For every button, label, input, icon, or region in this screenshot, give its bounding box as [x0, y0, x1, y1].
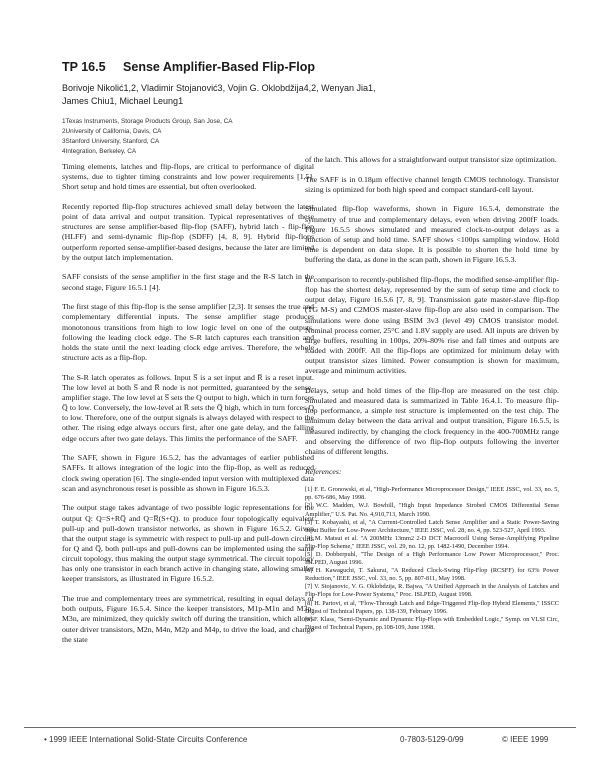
footer-isbn: 0-7803-5129-0/99 [400, 735, 464, 744]
paragraph: The true and complementary trees are symmetrical, resulting in equal delays of both outputs, Figure 16.5.4. Since the keeper transistors, M1p-M1n and M3p-M3n, are minimized, they quickly switch off during the transition, which allows outer driver transistors, M2n, M4n, M2p and M4p, to drive the load, and change the state [62, 594, 314, 644]
reference-item: [7] V. Stojanovic, V. G. Oklobdzija, R. Bajwa, "A Unified Approach in the Analysis of Latches and Flip-Flops for Low-Power Systems," Proc. ISLPED, August 1998. [305, 583, 559, 599]
affiliation-2: 2University of California, Davis, CA [62, 128, 162, 135]
paper-title: Sense Amplifier-Based Flip-Flop [123, 60, 315, 74]
reference-item: [3] T. Kobayashi, et al, "A Current-Controlled Latch Sense Amplifier and a Static Power-Saving Input Buffer for Low-Power Architecture," IEEE JSSC, vol. 28, no. 4, pp. 523-527, April 1993. [305, 518, 559, 534]
paragraph: The S-R latch operates as follows. Input S̅ is a set input and R̅ is a reset input. The low level at both S̅ and R̅ node is not permitted, guaranteed by the sense-amplifier stage. The low level at S̅ sets the Q output to high, which in turn forces Q̅ to low. Conversely, the low-level at R̅ sets the Q̅ high, which in turn forces Q to low. Therefore, one of the output signals is always delayed with respect to the other. The rising edge always occurs first, after one gate delay, and the falling edge occurs after two gate delays. This limits the performance of the SAFF. [62, 372, 314, 443]
paragraph: The output stage takes advantage of two possible logic representations for the output Q: Q=S+RQ̅ and Q=R̅(S+Q). to produce four topologically equivalent pull-up and pull-down transistor networks, as shown in Figure 16.5.2. Given that the output stage is symmetric with respect to pull-up and pull-down circuits for Q and Q̅, both pull-ups and pull-downs can be implemented using the same circuit topology, thus making the output stage symmetrical. The circuit topology has only one transistor in each branch active in changing state, allowing smaller keeper transistors, as illustrated in Figure 16.5.2. [62, 503, 314, 584]
title-block [62, 60, 542, 157]
reference-item: [6] H. Kawaguchi, T. Sakurai, "A Reduced Clock-Swing Flip-Flop (RCSFF) for 63% Power Reduction," IEEE JSSC, vol. 33, no. 5, pp. 807-811, May 1998. [305, 567, 559, 583]
paper-title-line [62, 60, 542, 74]
reference-item: [2] W.C. Madden, W.J. Bowhill, "High Input Impedance Strobed CMOS Differential Sense Amplifier," U.S. Pat. No. 4,910,713, March 1990. [305, 502, 559, 518]
right-column [305, 155, 559, 632]
paragraph: The SAFF, shown in Figure 16.5.2, has the advantages of earlier published SAFFs. It allows integration of the logic into the flip-flop, as well as reduced clock swing operation [6]. The single-ended input version with multiplexed data scan and asynchronous reset is possible as shown in Figure 16.5.3. [62, 453, 314, 493]
reference-item: [9] F. Klass, "Semi-Dynamic and Dynamic Flip-Flops with Embedded Logic," Symp. on VLSI Circ, Digest of Technical Papers, pp.108-109, June 1998. [305, 615, 559, 631]
affiliations [62, 117, 542, 157]
reference-item: [5] D. Dobberpuhl, "The Design of a High Performance Low Power Microprocessor," Proc. ISLPED, August 1996. [305, 550, 559, 567]
references-heading: References: [305, 466, 342, 476]
footer-copyright: © IEEE 1999 [502, 735, 549, 744]
footer-conference: • 1999 IEEE International Solid-State Circuits Conference [44, 735, 248, 744]
reference-list [305, 486, 559, 632]
paragraph: Delays, setup and hold times of the flip-flop are measured on the test chip. Simulated and measured data is summarized in Table 16.4.1. To measure flip-flop performance, a simple test structure is implemented on the test chip. The minimum delay between the data arrival and output transition, Figure 16.5.5, is measured indirectly, by changing the clock frequency in the 400-700MHz range and observing the difference of two flip-flop outputs following the inverter chains of different lengths. [305, 385, 559, 456]
footer-divider [24, 727, 576, 728]
reference-item: [4] M. Matsui et al. "A 200MHz 13mm2 2-D DCT Macrocell Using Sense-Amplifying Pipeline Flip-Flop Scheme," IEEE JSSC, vol. 29, no. 12, pp. 1482-1490, December 1994. [305, 534, 559, 550]
paragraph: The SAFF is in 0.18μm effective channel length CMOS technology. Transistor sizing is optimized for both high speed and compact standard-cell layout. [305, 174, 559, 194]
author-list: Borivoje Nikolić1,2, Vladimir Stojanović3, Vojin G. Oklobdžija4,2, Wenyan Jia1, James Chiu1, Michael Leung1 [62, 83, 376, 106]
paragraph: Simulated flip-flop waveforms, shown in Figure 16.5.4, demonstrate the symmetry of true and complementary delays, even when driving 200fF loads. Figure 16.5.5 shows simulated and measured clock-to-output delays as a function of setup and hold time. SAFF shows <100ps sampling window. Hold time is dependent on data slope. It is possible to shorten the hold time by buffering the data, as done in the scan path, shown in Figure 16.5.3. [305, 204, 559, 265]
page-footer [0, 727, 600, 779]
paragraph: of the latch. This allows for a straightforward output transistor size optimization. [305, 155, 557, 164]
reference-item: [8] H. Partovi, et al, "Flow-Through Latch and Edge-Triggered Flip-flop Hybrid Elements," ISSCC Digest of Technical Papers, pp. 138-139, February 1996. [305, 599, 559, 615]
affiliation-3: 3Stanford University, Stanford, CA [62, 138, 160, 145]
session-number: TP 16.5 [62, 60, 106, 74]
paragraph: SAFF consists of the sense amplifier in the first stage and the R-S latch in the second stage, Figure 16.5.1 [4]. [62, 272, 314, 292]
affiliation-4: 4Integration, Berkeley, CA [62, 148, 137, 155]
paragraph: Recently reported flip-flop structures achieved small delay between the latest point of data arrival and output transition. Typical representatives of these structures are sense amplifier-based flip-flop (SAFF), hybrid latch - flip-flop (HLFF) and semi-dynamic flip-flop (SDFF) [4, 8, 9]. Hybrid flip-flops outperform reported sense-amplifier-based designs, because the later are limited by the output latch implementation. [62, 201, 314, 262]
left-column [62, 162, 314, 654]
paragraph: The first stage of this flip-flop is the sense amplifier [2,3]. It senses the true and complementary differential inputs. The sense amplifier stage produces monotonous transitions from high to low logic level on one of the outputs, following the leading clock edge. The S-R latch captures each transition and holds the state until the next leading clock edge arrives. Therefore, the whole structure acts as a flip-flop. [62, 302, 314, 362]
affiliation-1: 1Texas Instruments, Storage Products Group, San Jose, CA [62, 118, 233, 125]
reference-item: [1] F. E. Gronowski, et al, "High-Performance Microprocessor Design," IEEE JSSC, vol. 33, no. 5, pp. 676-686, May 1998. [305, 486, 559, 502]
paragraph: In comparison to recently-published flip-flops, the modified sense-amplifier flip-flop has the shortest delay, represented by the sum of setup time and clock to output delay, Figure 16.5.6 [7, 8, 9]. Transmission gate master-slave flip-flop (TG M-S) and C2MOS master-slave flip-flop are also used in comparison. The simulations were done using BSIM 3v3 (level 49) CMOS transistor model. Nominal process corner, 25°C and 1.8V supply are used. All inputs are driven by large buffers, resulting in 100ps, 20%-80% rise and fall times and outputs are loaded with 200fF. All the flip-flops are optimized for minimum delay with output transistor sizes limited. Power consumption is shown for maximum, average and minimum activities. [305, 274, 559, 376]
paragraph: Timing elements, latches and flip-flops, are critical to performance of digital systems, due to tighter timing constraints and low power requirements [1,5]. Short setup and hold times are essential, but often overlooked. [62, 162, 314, 192]
